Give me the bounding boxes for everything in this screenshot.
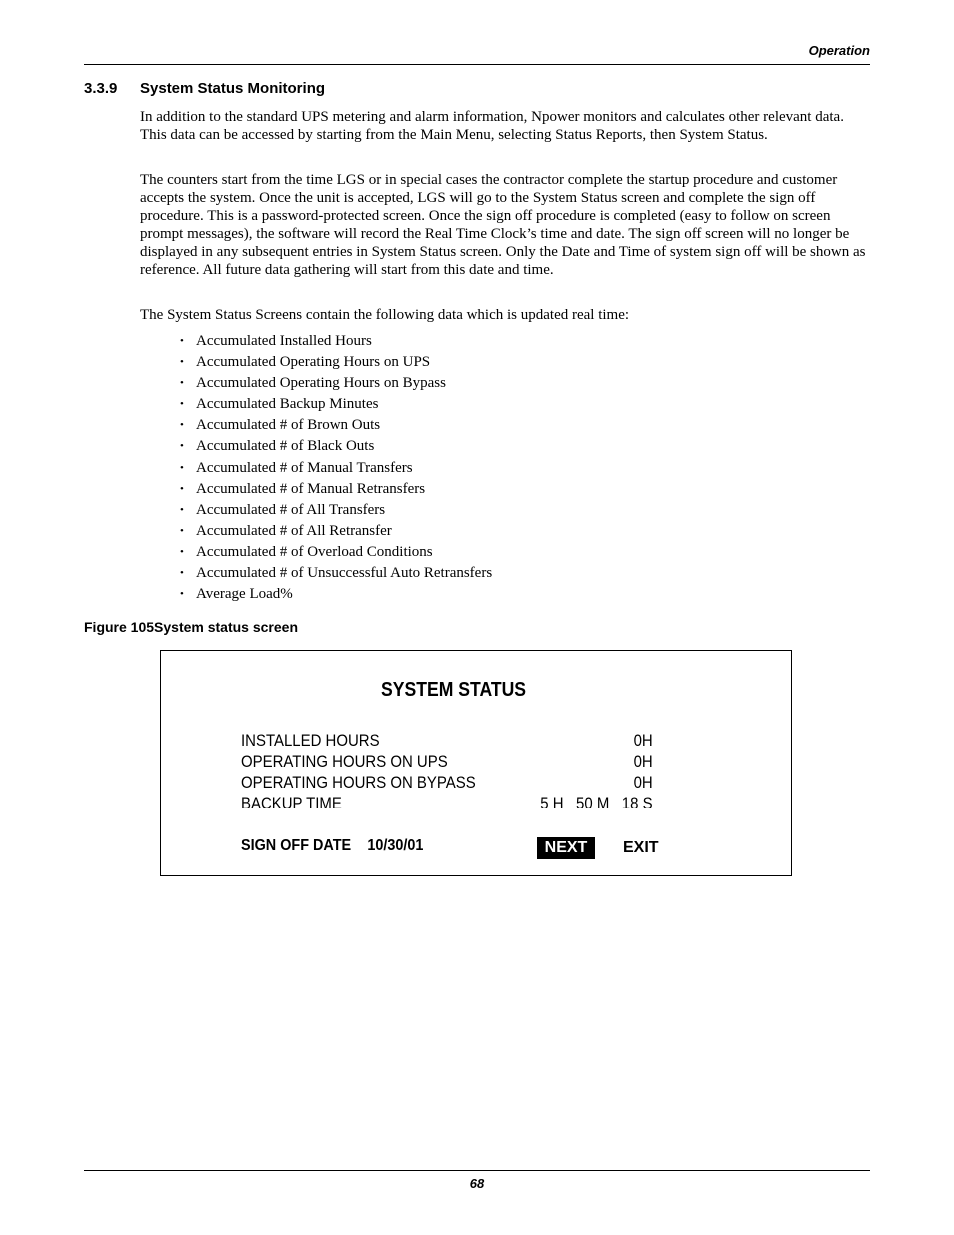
- bullet-icon: •: [180, 588, 184, 601]
- list-item-text: Accumulated Operating Hours on Bypass: [196, 375, 446, 392]
- bullet-icon: •: [180, 461, 184, 474]
- status-row-label: OPERATING HOURS ON UPS: [241, 752, 448, 771]
- list-item: [180, 480, 492, 501]
- list-item-text: Accumulated # of Overload Conditions: [196, 543, 433, 560]
- list-item-text: Accumulated # of All Retransfer: [196, 522, 392, 539]
- sign-off-label: SIGN OFF DATE: [241, 837, 352, 854]
- paragraph-data-list-intro: The System Status Screens contain the following data which is updated real time:: [140, 307, 630, 323]
- exit-button[interactable]: EXIT: [623, 839, 659, 856]
- status-row-installed-hours: [241, 730, 661, 751]
- list-item-text: Accumulated # of Brown Outs: [196, 417, 381, 434]
- list-item: [180, 501, 492, 522]
- bullet-icon: •: [180, 503, 184, 516]
- status-row-operating-hours-bypass: [241, 772, 661, 793]
- page-number: 68: [469, 1176, 485, 1191]
- list-item-text: Accumulated Operating Hours on UPS: [196, 354, 431, 371]
- bullet-icon: •: [180, 440, 184, 453]
- list-item-text: Accumulated # of Manual Transfers: [196, 459, 413, 476]
- sign-off-info: [241, 837, 423, 855]
- paragraph-intro: In addition to the standard UPS metering and alarm information, Npower monitors and calculates other relevant data. This data can be accessed by starting from the Main Menu, selecting Status Reports, then System Status.: [140, 109, 844, 143]
- status-row-label: INSTALLED HOURS: [241, 731, 380, 750]
- list-item: [180, 564, 492, 585]
- list-item: [180, 437, 492, 458]
- bullet-icon: •: [180, 545, 184, 558]
- bullet-icon: •: [180, 377, 184, 390]
- status-row-value: 0H: [633, 773, 653, 792]
- status-row-backup-time: [241, 793, 661, 808]
- bullet-icon: •: [180, 356, 184, 369]
- screen-title: SYSTEM STATUS: [381, 679, 527, 701]
- section-heading: [84, 80, 325, 97]
- list-item-text: Accumulated # of All Transfers: [196, 501, 386, 518]
- bullet-icon: •: [180, 419, 184, 432]
- system-status-screen: [160, 650, 792, 876]
- sign-off-date: 10/30/01: [367, 837, 424, 854]
- list-item-text: Accumulated Installed Hours: [196, 333, 372, 349]
- section-number: 3.3.9: [84, 80, 118, 97]
- header-section-label: Operation: [808, 43, 870, 58]
- status-rows: [241, 730, 661, 808]
- status-row-value: 0H: [633, 731, 653, 750]
- list-item: [180, 374, 492, 395]
- bullet-icon: •: [180, 567, 184, 580]
- data-bullet-list: [180, 332, 492, 606]
- figure-caption-text: System status screen: [154, 619, 298, 635]
- list-item-text: Average Load%: [196, 586, 293, 603]
- status-row-operating-hours-ups: [241, 751, 661, 772]
- list-item-text: Accumulated # of Black Outs: [196, 438, 375, 455]
- status-row-label: BACKUP TIME: [241, 794, 342, 808]
- list-item-text: Accumulated # of Unsuccessful Auto Retransfers: [196, 565, 493, 582]
- list-item: [180, 353, 492, 374]
- figure-caption: [84, 619, 298, 635]
- list-item: [180, 459, 492, 480]
- list-item-text: Accumulated # of Manual Retransfers: [196, 480, 426, 497]
- paragraph-counters: The counters start from the time LGS or in special cases the contractor complete the startup procedure and customer accepts the system. Once the unit is accepted, LGS will go to the System Status screen and complete the sign off procedure. This is a password-protected screen. Once the sign off procedure is completed (easy to follow on screen prompt messages), the software will record the Real Time Clock’s time and date. The sign off screen will no longer be displayed in any subsequent entries in System Status screen. Only the Date and Time of system sign off will be shown as reference. All future data gathering will start from this date and time.: [140, 172, 866, 278]
- list-item: [180, 416, 492, 437]
- list-item: [180, 395, 492, 416]
- status-row-label: OPERATING HOURS ON BYPASS: [241, 773, 476, 792]
- figure-number: Figure 105: [84, 619, 155, 635]
- section-title: System Status Monitoring: [140, 80, 326, 97]
- list-item: [180, 585, 492, 606]
- list-item: [180, 543, 492, 564]
- list-item: [180, 332, 492, 353]
- list-item: [180, 522, 492, 543]
- bullet-icon: •: [180, 482, 184, 495]
- list-item-text: Accumulated Backup Minutes: [196, 396, 379, 413]
- bullet-icon: •: [180, 335, 184, 347]
- next-button[interactable]: NEXT: [537, 837, 595, 859]
- bullet-icon: •: [180, 398, 184, 411]
- header-rule: [84, 64, 870, 65]
- bullet-icon: •: [180, 524, 184, 537]
- footer-rule: [84, 1170, 870, 1171]
- status-row-value: 0H: [633, 752, 653, 771]
- status-row-value: 5 H 50 M 18 S: [540, 794, 653, 808]
